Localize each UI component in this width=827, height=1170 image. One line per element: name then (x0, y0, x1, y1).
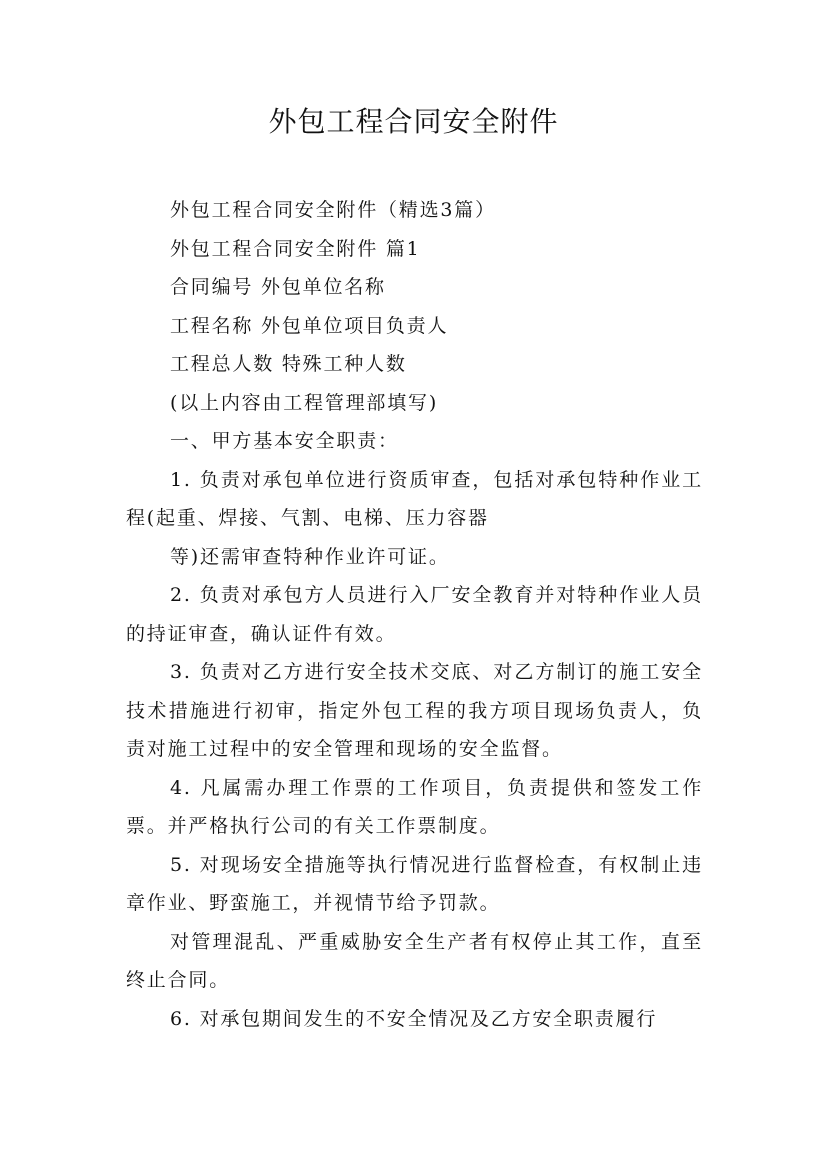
document-body (126, 191, 703, 1038)
paragraph-section-heading: 外包工程合同安全附件 篇1 (170, 237, 421, 260)
paragraph-fill-note: (以上内容由工程管理部填写) (170, 391, 439, 414)
paragraph-item-6: 6. 对承包期间发生的不安全情况及乙方安全职责履行 (170, 1007, 658, 1030)
paragraph-item-3: 3. 负责对乙方进行安全技术交底、对乙方制订的施工安全技术措施进行初审，指定外包工程的我方项目现场负责人，负责对施工过程中的安全管理和现场的安全监督。 (126, 661, 703, 760)
paragraph-subtitle: 外包工程合同安全附件（精选3篇） (170, 199, 496, 221)
paragraph-contract-number: 合同编号 外包单位名称 (170, 276, 386, 298)
paragraph-item-5: 5. 对现场安全措施等执行情况进行监督检查，有权制止违章作业、野蛮施工，并视情节给予罚款。 (126, 853, 703, 914)
paragraph-party-a-duties-heading: 一、甲方基本安全职责： (170, 430, 399, 452)
paragraph-item-5-note: 对管理混乱、严重威胁安全生产者有权停止其工作，直至终止合同。 (126, 930, 703, 991)
document-title: 外包工程合同安全附件 (268, 105, 559, 138)
paragraph-item-1: 1. 负责对承包单位进行资质审查，包括对承包特种作业工程(起重、焊接、气割、电梯、压力容器 (126, 468, 703, 529)
paragraph-project-name: 工程名称 外包单位项目负责人 (170, 314, 449, 337)
paragraph-headcount: 工程总人数 特殊工种人数 (170, 353, 407, 375)
paragraph-item-1-continued: 等)还需审查特种作业许可证。 (170, 545, 450, 568)
paragraph-item-2: 2. 负责对承包方人员进行入厂安全教育并对特种作业人员的持证审查，确认证件有效。 (126, 584, 703, 645)
paragraph-item-4: 4. 凡属需办理工作票的工作项目，负责提供和签发工作票。并严格执行公司的有关工作票制度。 (126, 776, 703, 837)
